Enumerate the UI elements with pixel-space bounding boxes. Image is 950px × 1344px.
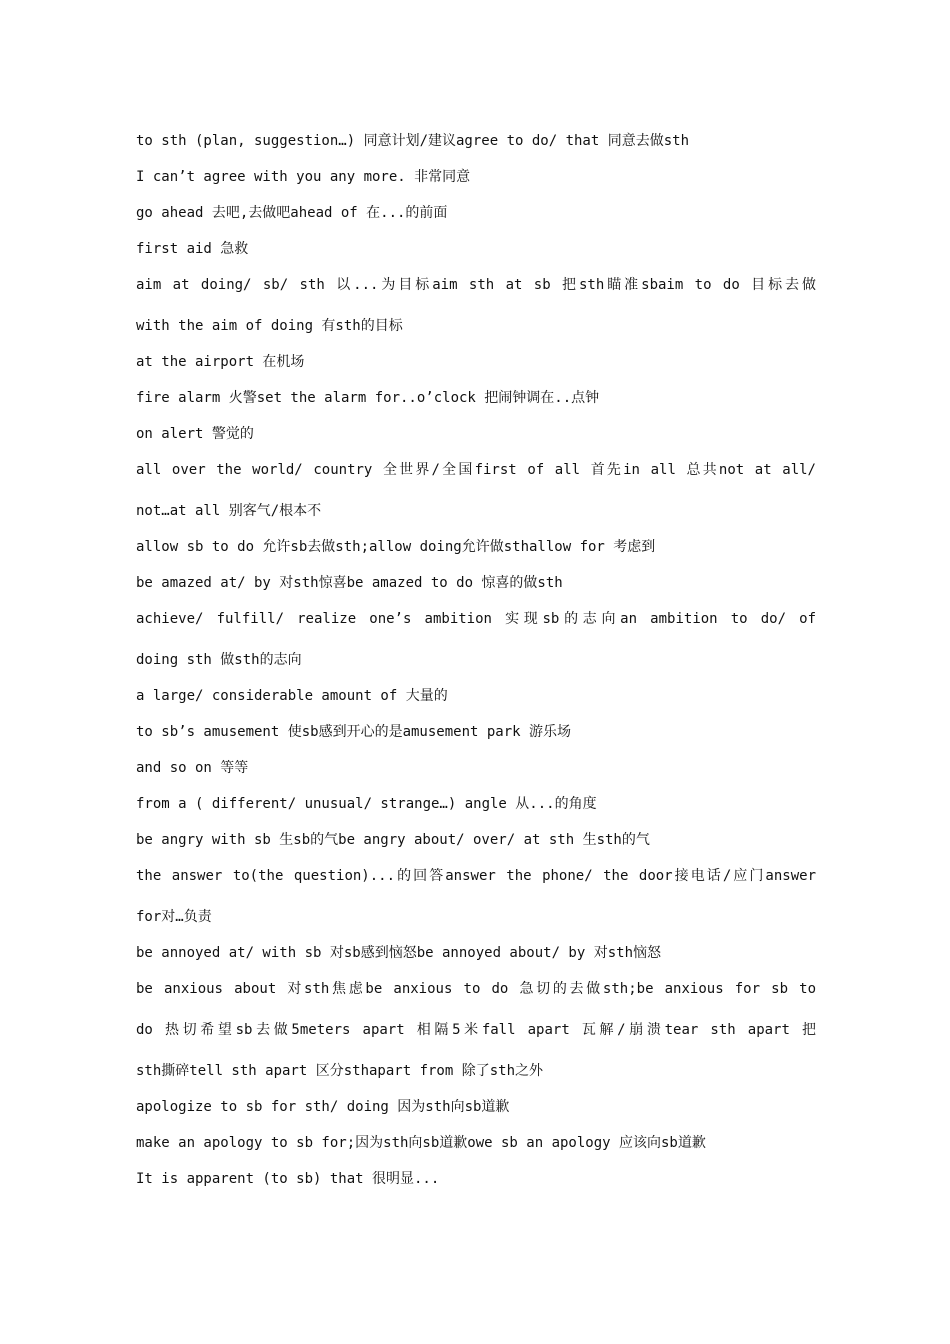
text-line: do 热切希望sb去做5meters apart 相隔5米fall apart 瓦解/崩溃tear sth apart 把: [136, 1022, 816, 1038]
text-line: all over the world/ country 全世界/全国first of all 首先in all 总共not at all/: [136, 462, 816, 478]
text-line: go ahead 去吧,去做吧ahead of 在...的前面: [136, 205, 448, 221]
text-line: for对…负责: [136, 909, 212, 925]
text-line: not…at all 别客气/根本不: [136, 503, 322, 519]
text-line: apologize to sb for sth/ doing 因为sth向sb道歉: [136, 1099, 510, 1115]
text-line: the answer to(the question)...的回答answer the phone/ the door接电话/应门answer: [136, 868, 816, 884]
text-line: I can’t agree with you any more. 非常同意: [136, 169, 471, 185]
text-line: at the airport 在机场: [136, 354, 305, 370]
text-line: be annoyed at/ with sb 对sb感到恼怒be annoyed about/ by 对sth恼怒: [136, 945, 662, 961]
text-line: It is apparent (to sb) that 很明显...: [136, 1171, 440, 1187]
text-line: and so on 等等: [136, 760, 249, 776]
text-line: be anxious about 对sth焦虑be anxious to do 急切的去做sth;be anxious for sb to: [136, 981, 816, 997]
text-line: doing sth 做sth的志向: [136, 652, 302, 668]
text-line: to sb’s amusement 使sb感到开心的是amusement park 游乐场: [136, 724, 572, 740]
text-line: be angry with sb 生sb的气be angry about/ over/ at sth 生sth的气: [136, 832, 650, 848]
text-line: with the aim of doing 有sth的目标: [136, 318, 403, 334]
text-line: achieve/ fulfill/ realize one’s ambition 实现sb的志向an ambition to do/ of: [136, 611, 816, 627]
text-line: sth撕碎tell sth apart 区分sthapart from 除了sth之外: [136, 1063, 544, 1079]
text-line: from a ( different/ unusual/ strange…) angle 从...的角度: [136, 796, 597, 812]
text-line: first aid 急救: [136, 241, 249, 257]
text-line: allow sb to do 允许sb去做sth;allow doing允许做sthallow for 考虑到: [136, 539, 656, 555]
vocabulary-text-block: [136, 123, 816, 1197]
text-line: make an apology to sb for;因为sth向sb道歉owe sb an apology 应该向sb道歉: [136, 1135, 706, 1151]
text-line: on alert 警觉的: [136, 426, 254, 442]
text-line: be amazed at/ by 对sth惊喜be amazed to do 惊喜的做sth: [136, 575, 563, 591]
text-line: fire alarm 火警set the alarm for..o’clock 把闹钟调在..点钟: [136, 390, 600, 406]
text-line: a large/ considerable amount of 大量的: [136, 688, 448, 704]
text-line: to sth (plan, suggestion…) 同意计划/建议agree to do/ that 同意去做sth: [136, 133, 690, 149]
text-line: aim at doing/ sb/ sth 以...为目标aim sth at sb 把sth瞄准sbaim to do 目标去做: [136, 277, 816, 293]
